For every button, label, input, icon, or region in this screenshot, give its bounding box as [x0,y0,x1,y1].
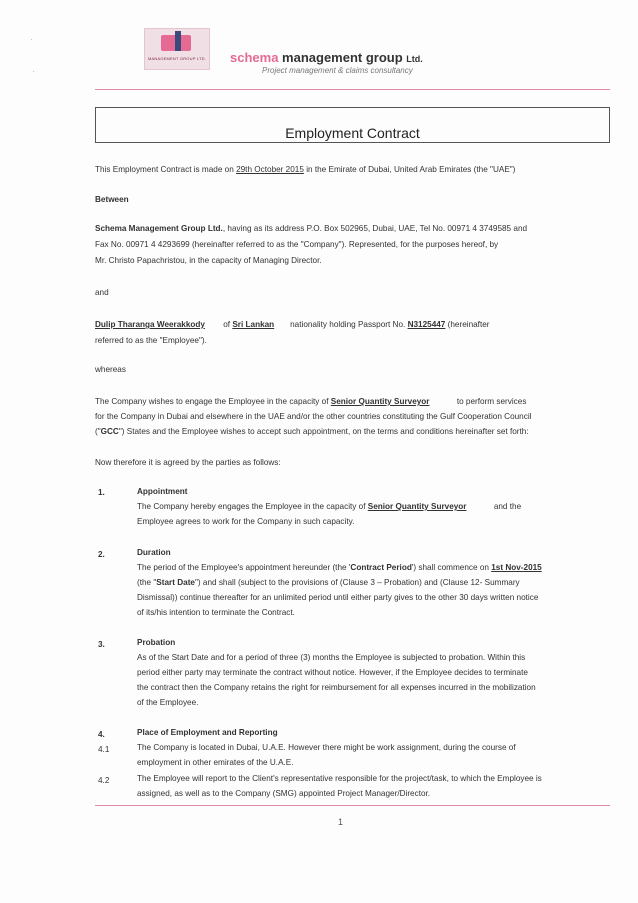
company-logo [144,28,210,70]
section-text: (the " [137,578,157,587]
gcc-abbrev: GCC [100,427,119,436]
party1-line: Mr. Christo Papachristou, in the capacity of Managing Director. [95,256,322,265]
party1-text: , having as its address P.O. Box 502965, Dubai, UAE, Tel No. 00971 4 3749585 and [222,224,528,233]
company-name: Schema Management Group Ltd. [95,224,223,233]
party2-text: of [223,320,231,329]
scan-speck: · [32,66,35,76]
position-title: Senior Quantity Surveyor [330,397,430,406]
section-line: employment in other emirates of the U.A.E. [137,758,294,767]
section-text: ") and shall (subject to the provisions of (Clause 3 – Probation) and (Clause 12- Summary [194,578,520,587]
whereas-line [95,425,529,439]
section-heading: Duration [137,548,171,557]
section-line [137,576,520,590]
intro-text: This Employment Contract is made on [95,165,234,174]
section-line: assigned, as well as to the Company (SMG) appointed Project Manager/Director. [137,789,431,798]
section-number: 3. [98,640,105,649]
passport-number: N3125447 [407,320,446,329]
intro-text: in the Emirate of Dubai, United Arab Emirates (the "UAE") [306,165,516,174]
brand-name [230,50,423,65]
whereas-label: whereas [95,365,126,374]
logo-small-text: MANAGEMENT GROUP LTD. [148,56,206,61]
start-date: 1st Nov-2015 [491,563,542,572]
whereas-line: for the Company in Dubai and elsewhere in the UAE and/or the other countries constituting the Gulf Cooperation Council [95,412,532,421]
contract-period-term: Contract Period [350,563,412,572]
brand-suffix: Ltd. [406,54,423,64]
section-line: the contract then the Company retains the right for reimbursement for all expenses incurred in the mobilization [137,683,536,692]
title-box [95,107,610,143]
party2-text: nationality holding Passport No. [290,320,406,329]
position-title: Senior Quantity Surveyor [367,502,467,511]
header-divider [95,89,610,90]
subsection-number: 4.2 [98,776,110,785]
section-line: period either party may terminate the contract without notice. However, if the Employee decides to terminate [137,668,528,677]
section-line: The Company is located in Dubai, U.A.E. However there might be work assignment, during the course of [137,743,516,752]
start-date-term: Start Date [156,578,195,587]
section-text: The period of the Employee's appointment hereunder (the ' [137,563,351,572]
section-line: of the Employee. [137,698,199,707]
brand-main: management group [282,50,403,65]
page-number: 1 [338,817,344,827]
whereas-line [95,395,526,409]
section-heading: Appointment [137,487,188,496]
contract-date: 29th October 2015 [236,165,304,174]
brand-tagline: Project management & claims consultancy [262,66,413,75]
between-label: Between [95,195,129,204]
and-label: and [95,288,109,297]
brand-prefix: schema [230,50,279,65]
section-line: The Employee will report to the Client's representative responsible for the project/task, to which the Employee is [137,774,542,783]
section-number: 1. [98,488,105,497]
section-line: Employee agrees to work for the Company in such capacity. [137,517,355,526]
section-line [137,561,542,575]
logo-bar-icon [175,31,181,51]
now-therefore-line: Now therefore it is agreed by the parties as follows: [95,458,281,467]
section-number: 4. [98,730,105,739]
whereas-text: The Company wishes to engage the Employee in the capacity of [95,397,329,406]
section-heading: Probation [137,638,176,647]
section-line: As of the Start Date and for a period of three (3) months the Employee is subjected to probation. Within this [137,653,526,662]
section-line: of its/his intention to terminate the Contract. [137,608,295,617]
section-text: and the [493,502,522,511]
section-heading: Place of Employment and Reporting [137,728,278,737]
page-title: Employment Contract [285,125,420,141]
party2-line: referred to as the "Employee"). [95,336,207,345]
section-line: Dismissal)) continue thereafter for an unlimited period until either party gives to the other 30 days written notice [137,593,539,602]
party1-line: Fax No. 00971 4 4293699 (hereinafter referred to as the "Company"). Represented, for the purposes hereof, by [95,240,499,249]
whereas-text: (" [95,427,101,436]
whereas-text: ") States and the Employee wishes to accept such appointment, on the terms and conditions hereinafter set forth: [118,427,529,436]
scan-speck: · [30,34,33,44]
employee-name: Dulip Tharanga Weerakkody [95,320,205,329]
party1-line [95,222,527,236]
section-text: The Company hereby engages the Employee in the capacity of [137,502,366,511]
section-number: 2. [98,550,105,559]
subsection-number: 4.1 [98,745,110,754]
party2-line [95,318,490,332]
section-text: ') shall commence on [411,563,489,572]
footer-divider [95,805,610,806]
whereas-text: to perform services [456,397,527,406]
party2-text: (hereinafter [447,320,490,329]
section-line [137,500,521,514]
intro-line [95,163,515,177]
employee-nationality: Sri Lankan [232,320,275,329]
